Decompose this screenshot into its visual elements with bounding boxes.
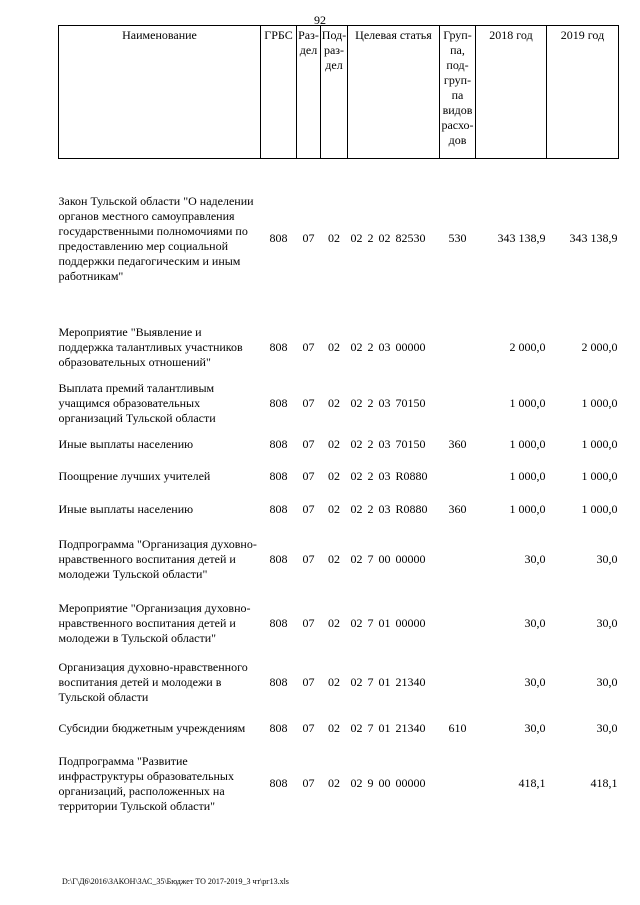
row-name: Поощрение лучших учителей <box>58 468 211 483</box>
header-target: Целевая статья <box>348 26 440 159</box>
header-2019: 2019 год <box>547 26 619 159</box>
row-2019: 418,1 <box>590 776 618 790</box>
row-2018: 343 138,9 <box>497 231 546 246</box>
row-2019: 1 000,0 <box>581 395 618 410</box>
row-2019: 30,0 <box>596 616 618 630</box>
row-2018: 30,0 <box>524 674 546 689</box>
row-2018: 30,0 <box>524 616 546 630</box>
row-2019: 30,0 <box>596 721 618 735</box>
row-podrazdel: 02 <box>328 551 340 566</box>
row-grbs: 808 <box>269 674 288 689</box>
row-grbs: 808 <box>269 468 288 483</box>
header-podrazdel: Под-раз-дел <box>321 26 348 159</box>
row-target: 02 2 03 00000 <box>350 340 426 354</box>
row-2019: 2 000,0 <box>581 340 618 354</box>
row-podrazdel: 02 <box>328 340 340 354</box>
row-grbs: 808 <box>269 395 288 410</box>
row-target: 02 7 01 21340 <box>350 674 426 689</box>
file-path-footer: D:\Г\Д6\2016\ЗАКОН\ЗАС_35\Бюджет ТО 2017-2019_3 чт\рг13.xls <box>62 877 289 886</box>
header-vid: Груп-па, под-груп-па видов расхо-дов <box>440 26 476 159</box>
row-podrazdel: 02 <box>328 231 340 246</box>
row-name: Подпрограмма "Развитие инфраструктуры образовательных организаций, расположенных на территории Тульской области" <box>58 753 234 813</box>
row-vid: 360 <box>448 437 467 451</box>
row-target: 02 2 03 70150 <box>350 395 426 410</box>
row-vid: 530 <box>448 231 467 246</box>
row-razdel: 07 <box>302 616 315 630</box>
row-vid <box>440 655 476 710</box>
row-2018: 1 000,0 <box>509 437 546 451</box>
row-target: 02 2 02 82530 <box>350 231 426 246</box>
row-target: 02 7 00 00000 <box>350 551 426 566</box>
row-vid <box>440 526 476 593</box>
table-row <box>59 319 619 377</box>
header-name: Наименование <box>59 26 261 159</box>
row-grbs: 808 <box>269 616 288 630</box>
row-vid <box>440 748 476 820</box>
row-name: Иные выплаты населению <box>58 437 194 451</box>
row-2019: 30,0 <box>596 551 618 566</box>
row-2018: 30,0 <box>524 721 546 735</box>
row-2018: 1 000,0 <box>509 395 546 410</box>
row-vid: 610 <box>448 721 467 735</box>
row-vid <box>440 377 476 430</box>
row-name: Мероприятие "Организация духовно-нравственного воспитания детей и молодежи в Тульской области" <box>58 601 251 645</box>
row-razdel: 07 <box>302 776 315 790</box>
row-target: 02 7 01 21340 <box>350 721 426 735</box>
row-razdel: 07 <box>302 340 315 354</box>
row-target: 02 2 03 70150 <box>350 437 426 451</box>
row-podrazdel: 02 <box>328 395 340 410</box>
row-razdel: 07 <box>302 395 315 410</box>
table-row <box>59 377 619 430</box>
row-target: 02 9 00 00000 <box>350 776 426 790</box>
row-name: Выплата премий талантливым учащимся образовательных организаций Тульской области <box>58 380 216 425</box>
table-row <box>59 460 619 493</box>
row-name: Иные выплаты населению <box>58 501 194 516</box>
row-2018: 418,1 <box>518 776 546 790</box>
page-number: 92 <box>314 13 326 27</box>
row-grbs: 808 <box>269 551 288 566</box>
row-2018: 1 000,0 <box>509 468 546 483</box>
row-grbs: 808 <box>269 721 288 735</box>
row-grbs: 808 <box>269 501 288 516</box>
row-2019: 1 000,0 <box>581 437 618 451</box>
row-2018: 30,0 <box>524 551 546 566</box>
row-podrazdel: 02 <box>328 501 340 516</box>
row-2018: 2 000,0 <box>509 340 546 354</box>
row-podrazdel: 02 <box>328 468 340 483</box>
budget-table <box>58 25 619 820</box>
table-row <box>59 526 619 593</box>
table-row <box>59 593 619 655</box>
row-2019: 1 000,0 <box>581 501 618 516</box>
row-2018: 1 000,0 <box>509 501 546 516</box>
row-name: Подпрограмма "Организация духовно-нравственного воспитания детей и молодежи Тульской области" <box>58 536 257 581</box>
row-target: 02 7 01 00000 <box>350 616 426 630</box>
row-razdel: 07 <box>302 501 315 516</box>
row-name: Мероприятие "Выявление и поддержка талантливых участников образовательных отношений" <box>58 325 243 369</box>
row-name: Организация духовно-нравственного воспитания детей и молодежи в Тульской области <box>58 659 248 704</box>
header-razdel: Раз-дел <box>297 26 321 159</box>
row-vid <box>440 319 476 377</box>
header-grbs: ГРБС <box>261 26 297 159</box>
row-grbs: 808 <box>269 776 288 790</box>
table-row <box>59 710 619 748</box>
row-podrazdel: 02 <box>328 616 340 630</box>
row-podrazdel: 02 <box>328 776 340 790</box>
row-grbs: 808 <box>269 437 288 451</box>
row-name: Закон Тульской области "О наделении органов местного самоуправления государственными полномочиями по предоставлению мер социальной поддержки педагогическим и иным работникам" <box>58 193 254 283</box>
row-2019: 1 000,0 <box>581 468 618 483</box>
table-row <box>59 159 619 319</box>
row-podrazdel: 02 <box>328 437 340 451</box>
row-2019: 30,0 <box>596 674 618 689</box>
row-razdel: 07 <box>302 674 315 689</box>
row-2019: 343 138,9 <box>569 231 618 246</box>
table-body <box>59 159 619 820</box>
header-2018: 2018 год <box>476 26 547 159</box>
table-row <box>59 430 619 460</box>
table-row <box>59 655 619 710</box>
row-grbs: 808 <box>269 231 288 246</box>
row-razdel: 07 <box>302 721 315 735</box>
row-grbs: 808 <box>269 340 288 354</box>
row-name: Субсидии бюджетным учреждениям <box>58 721 246 735</box>
row-vid <box>440 460 476 493</box>
row-razdel: 07 <box>302 437 315 451</box>
row-podrazdel: 02 <box>328 721 340 735</box>
row-razdel: 07 <box>302 551 315 566</box>
row-vid: 360 <box>448 501 467 516</box>
row-razdel: 07 <box>302 231 315 246</box>
row-vid <box>440 593 476 655</box>
table-header <box>59 26 619 159</box>
row-podrazdel: 02 <box>328 674 340 689</box>
table-row <box>59 493 619 526</box>
row-razdel: 07 <box>302 468 315 483</box>
row-target: 02 2 03 R0880 <box>350 501 428 516</box>
table-row <box>59 748 619 820</box>
row-target: 02 2 03 R0880 <box>350 468 428 483</box>
